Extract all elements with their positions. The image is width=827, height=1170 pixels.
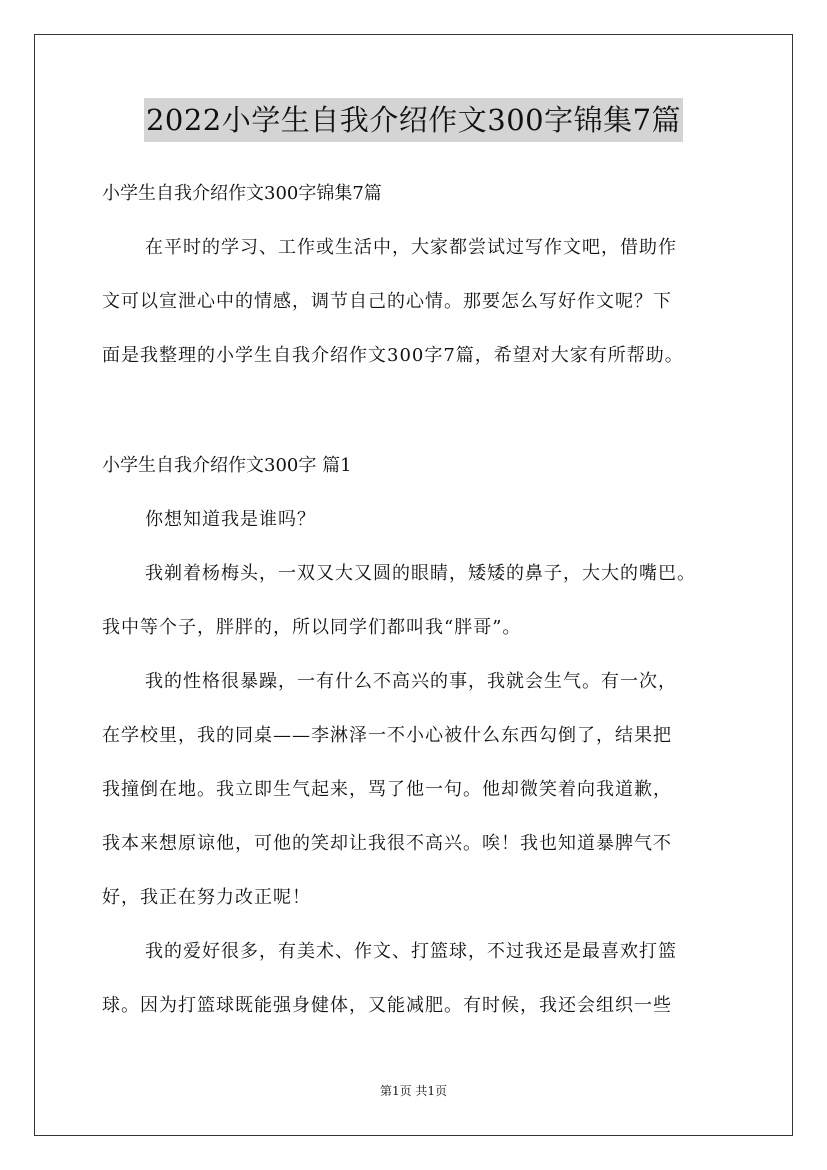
intro-line-1: 在平时的学习、工作或生活中，大家都尝试过写作文吧，借助作 — [145, 237, 677, 258]
section-heading: 小学生自我介绍作文300字 篇1 — [102, 455, 352, 476]
title-container — [0, 98, 827, 142]
intro-line-2: 文可以宣泄心中的情感，调节自己的心情。那要怎么写好作文呢？下 — [102, 291, 672, 312]
paragraph-line: 我剃着杨梅头，一双又大又圆的眼睛，矮矮的鼻子，大大的嘴巴。 — [145, 563, 696, 584]
intro-line-3: 面是我整理的小学生自我介绍作文300字7篇，希望对大家有所帮助。 — [102, 345, 684, 366]
paragraph-line: 我的爱好很多，有美术、作文、打篮球，不过我还是最喜欢打篮 — [145, 941, 677, 962]
subtitle: 小学生自我介绍作文300字锦集7篇 — [102, 183, 382, 204]
paragraph-line: 好，我正在努力改正呢！ — [102, 887, 311, 908]
paragraph-line: 我中等个子，胖胖的，所以同学们都叫我“胖哥”。 — [102, 617, 522, 638]
paragraph-line: 我本来想原谅他，可他的笑却让我很不高兴。唉！我也知道暴脾气不 — [102, 833, 672, 854]
page-number-footer: 第1页 共1页 — [379, 1084, 448, 1098]
paragraph-line: 你想知道我是谁吗？ — [145, 509, 316, 530]
paragraph-line: 球。因为打篮球既能强身健体，又能减肥。有时候，我还会组织一些 — [102, 995, 672, 1016]
paragraph-line: 我撞倒在地。我立即生气起来，骂了他一句。他却微笑着向我道歉， — [102, 779, 672, 800]
document-title: 2022小学生自我介绍作文300字锦集7篇 — [144, 98, 683, 142]
paragraph-line: 我的性格很暴躁，一有什么不高兴的事，我就会生气。有一次， — [145, 671, 677, 692]
paragraph-line: 在学校里，我的同桌——李淋泽一不小心被什么东西勾倒了，结果把 — [102, 725, 672, 746]
